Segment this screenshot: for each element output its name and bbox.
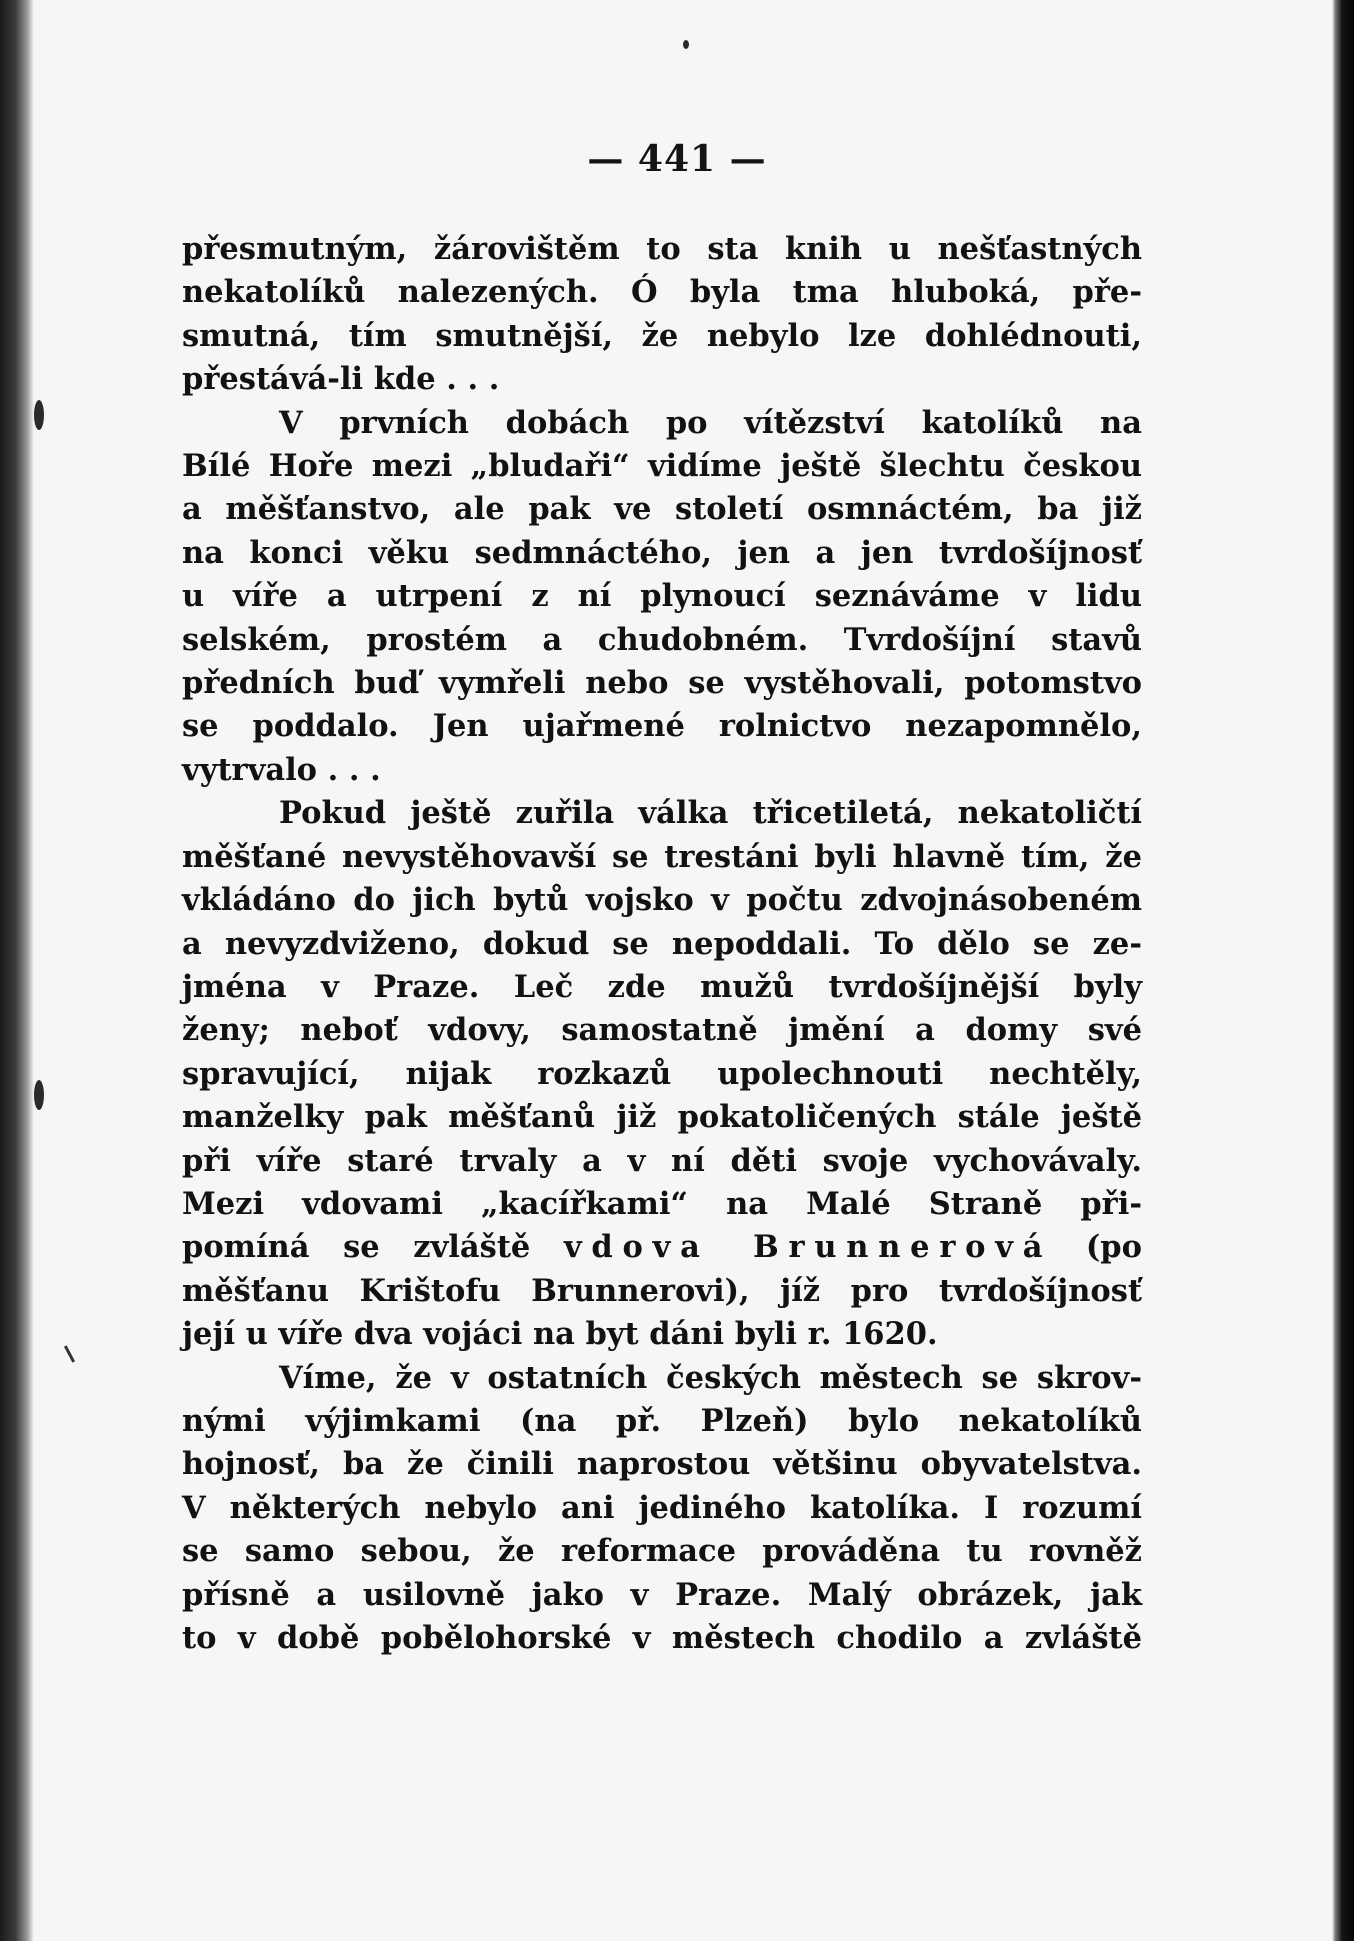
ink-speck <box>34 400 44 430</box>
text-line: hojnosť, ba že činili naprostou většinu obyvatelstva. <box>182 1446 1142 1483</box>
text-line: vkládáno do jich bytů vojsko v počtu zdvojnásobeném <box>182 882 1142 919</box>
text-line: smutná, tím smutnější, že nebylo lze dohlédnouti, <box>182 317 1142 354</box>
text-line: Pokud ještě zuřila válka třicetiletá, nekatoličtí <box>279 795 1142 832</box>
text-line: Víme, že v ostatních českých městech se skrov- <box>279 1359 1142 1396</box>
text-line: přísně a usilovně jako v Praze. Malý obrázek, jak <box>182 1576 1142 1613</box>
body-text <box>182 228 1142 1660</box>
text-line: měšťané nevystěhovavší se trestáni byli hlavně tím, že <box>182 838 1142 875</box>
text-line: měšťanu Krištofu Brunnerovi), jíž pro tvrdošíjnosť <box>182 1272 1142 1309</box>
text-line: Bílé Hoře mezi „bludaři“ vidíme ještě šlechtu českou <box>182 448 1142 485</box>
text-line: nekatolíků nalezených. Ó byla tma hluboká, pře- <box>182 274 1142 311</box>
margin-pencil-mark <box>64 1345 75 1362</box>
page-number: — 441 — <box>587 138 767 180</box>
text-line: jména v Praze. Leč zde mužů tvrdošíjnější byly <box>182 968 1142 1005</box>
text-line: nými výjimkami (na př. Plzeň) bylo nekatolíků <box>182 1402 1142 1439</box>
text-line: přestává-li kde . . . <box>182 361 500 398</box>
text-line: přesmutným, žárovištěm to sta knih u nešťastných <box>182 231 1142 267</box>
text-line: vytrvalo . . . <box>182 751 381 788</box>
ink-speck <box>683 40 689 49</box>
emphasized-name: vdova Brunnerová <box>563 1229 1053 1266</box>
paragraph-3 <box>182 792 1142 1356</box>
text-line: Mezi vdovami „kacířkami“ na Malé Straně při- <box>182 1185 1142 1222</box>
paragraph-4 <box>182 1357 1142 1661</box>
text-line: selském, prostém a chudobném. Tvrdošíjní stavů <box>182 621 1142 658</box>
paragraph-1 <box>182 228 1142 402</box>
text-line: se samo sebou, že reformace prováděna tu rovněž <box>182 1533 1142 1570</box>
scan-edge-right <box>1332 0 1354 1941</box>
binding-shadow-left <box>0 0 34 1941</box>
text-fragment: (po <box>1085 1229 1142 1266</box>
text-line: předních buď vymřeli nebo se vystěhovali, potomstvo <box>182 665 1142 702</box>
text-line: V některých nebylo ani jediného katolíka. I rozumí <box>182 1489 1142 1526</box>
text-line: při víře staré trvaly a v ní děti svoje vychovávaly. <box>182 1142 1142 1179</box>
text-line: na konci věku sedmnáctého, jen a jen tvrdošíjnosť <box>182 534 1142 571</box>
paragraph-2 <box>182 402 1142 793</box>
text-line: se poddalo. Jen ujařmené rolnictvo nezapomnělo, <box>182 708 1142 745</box>
text-line: její u víře dva vojáci na byt dáni byli r. 1620. <box>182 1316 938 1353</box>
text-line: a měšťanstvo, ale pak ve století osmnáctém, ba již <box>182 491 1142 528</box>
text-line: ženy; neboť vdovy, samostatně jmění a domy své <box>182 1012 1142 1049</box>
text-line: a nevyzdviženo, dokud se nepoddali. To dělo se ze- <box>182 925 1142 962</box>
text-line: to v době pobělohorské v městech chodilo a zvláště <box>182 1620 1142 1656</box>
text-line: spravující, nijak rozkazů upolechnouti nechtěly, <box>182 1055 1142 1092</box>
ink-speck <box>34 1080 44 1110</box>
text-line: manželky pak měšťanů již pokatoličených stále ještě <box>182 1099 1142 1136</box>
text-line: V prvních dobách po vítězství katolíků na <box>279 404 1142 441</box>
text-fragment: pomíná se zvláště <box>182 1229 531 1266</box>
text-line: u víře a utrpení z ní plynoucí seznáváme v lidu <box>182 578 1142 615</box>
text-line <box>182 1226 1142 1269</box>
